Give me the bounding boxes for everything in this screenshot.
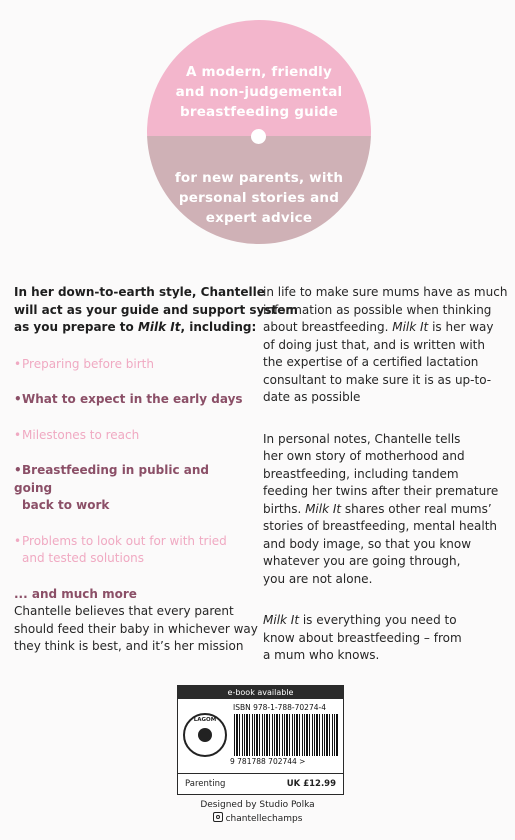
list-item: •Preparing before birth	[14, 356, 154, 371]
closing-paragraph: Chantelle believes that every parent should feed their baby in whichever way they think is best, and it’s her mission	[14, 604, 258, 653]
and-much-more: ... and much more	[14, 586, 137, 601]
barcode-number: 9 781788 702744 >	[230, 757, 306, 766]
badge-top-text	[147, 62, 371, 122]
barcode-panel	[177, 685, 344, 795]
instagram-handle: chantellechamps	[225, 814, 303, 824]
list-item: •What to expect in the early days	[14, 392, 243, 406]
left-column	[14, 284, 298, 656]
feature-list	[14, 356, 246, 568]
summary-paragraph: Milk It is everything you need to know about breastfeeding – from a mum who knows.	[263, 613, 462, 662]
mission-paragraph: in life to make sure mums have as much information as possible when thinking about breastfeeding. Milk It is her way of doing just that, and is written with the expertise of a certified lactation consultant to make sure it is as up-to- date as possible	[263, 285, 508, 404]
badge-bottom-text	[147, 168, 371, 228]
badge-line: breastfeeding guide	[179, 104, 339, 120]
badge-line: expert advice	[205, 210, 313, 226]
intro-line: will act as your guide and support system	[14, 302, 298, 317]
book-title: Milk It	[305, 501, 342, 516]
personal-notes-paragraph: In personal notes, Chantelle tells her own story of motherhood and breastfeeding, including tandem feeding her twins after their premature births. Milk It shares other real mums’ stories of breastfeeding, mental health and body image, so that you know whatever you are going through, you are not alone.	[263, 431, 499, 586]
right-column	[263, 284, 508, 665]
isbn-text: ISBN 978-1-788-70274-4	[233, 703, 326, 712]
barcode-icon	[234, 714, 338, 756]
intro-line: as you prepare to	[14, 320, 138, 334]
ebook-available-label: e-book available	[178, 686, 343, 699]
publisher-name: LAGOM	[193, 717, 217, 723]
book-title: Milk It	[263, 613, 300, 627]
intro-paragraph	[14, 284, 298, 337]
designer-credit: Designed by Studio Polka	[200, 800, 315, 810]
category-label: Parenting	[185, 779, 226, 789]
badge-line: personal stories and	[178, 190, 340, 206]
instagram-icon	[213, 812, 223, 822]
price-label: UK £12.99	[286, 779, 336, 789]
list-item: •Milestones to reach	[14, 427, 140, 442]
instagram-credit	[0, 812, 515, 826]
logo-emblem-icon	[198, 728, 212, 742]
badge-line: for new parents, with	[174, 170, 344, 186]
intro-line: In her down-to-earth style, Chantelle	[14, 285, 265, 299]
intro-line: , including:	[180, 320, 257, 334]
badge-line: A modern, friendly	[185, 64, 333, 80]
badge-divider-dot	[251, 129, 266, 144]
list-item: •Breastfeeding in public and going back to work	[14, 463, 209, 512]
book-title: Milk It	[137, 320, 181, 334]
tagline-badge	[147, 20, 371, 244]
book-title: Milk It	[392, 320, 429, 334]
badge-line: and non-judgemental	[175, 84, 343, 100]
barcode-footer	[178, 773, 343, 794]
lagom-publisher-logo	[183, 713, 227, 757]
list-item: •Problems to look out for with tried and tested solutions	[14, 533, 227, 565]
